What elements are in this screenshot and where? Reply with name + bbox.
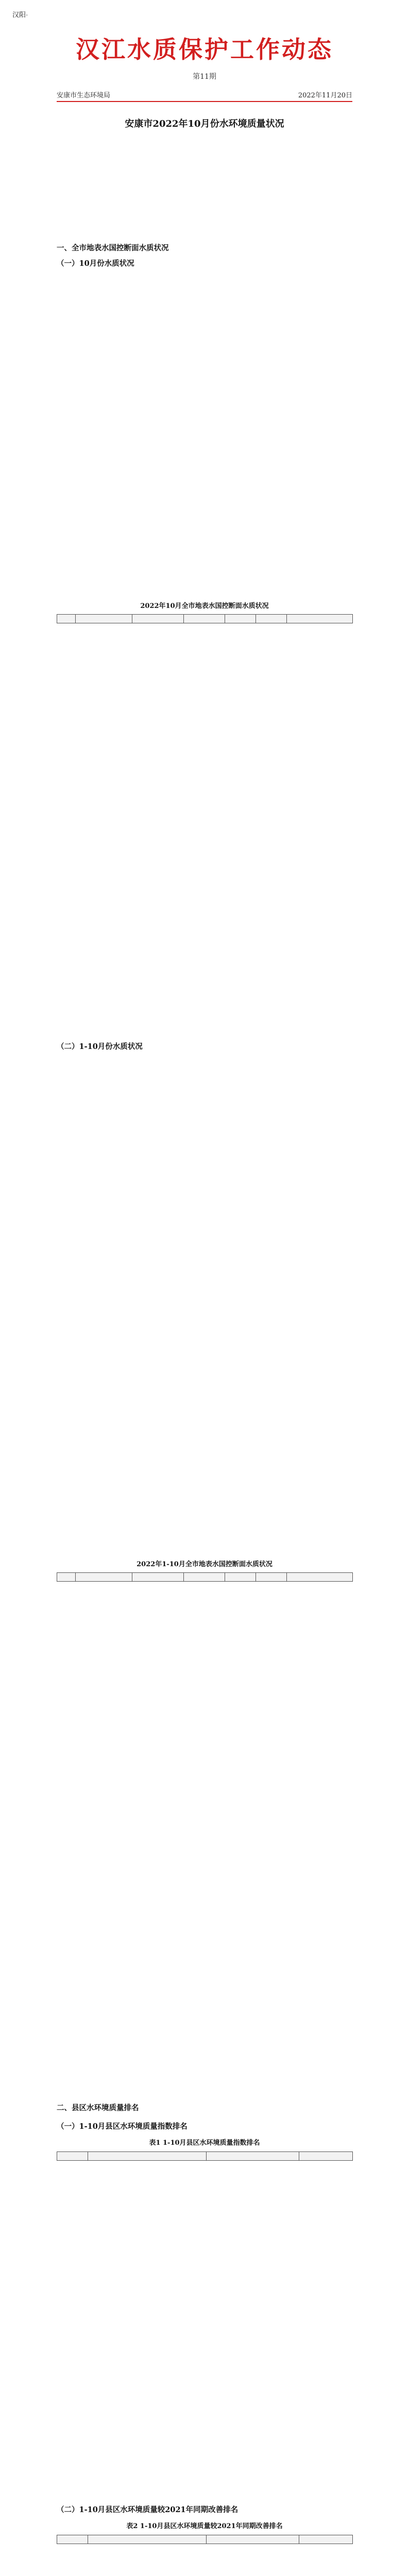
table-caption-4: 表2 1-10月县区水环境质量较2021年同期改善排名 — [126, 2522, 283, 2530]
table-header-cell — [207, 2152, 299, 2161]
table-header-cell — [299, 2535, 353, 2544]
header-meta: 汉阳· — [12, 11, 28, 19]
table-caption-1: 2022年10月全市地表水国控断面水质状况 — [140, 602, 269, 610]
table-header-cell — [132, 615, 184, 623]
table-header-cell — [287, 615, 353, 623]
table-header-cell — [132, 1573, 184, 1582]
table-caption-2: 2022年1-10月全市地表水国控断面水质状况 — [137, 1561, 272, 1568]
article-title: 安康市2022年10月份水环境质量状况 — [125, 118, 284, 129]
masthead-divider — [57, 101, 352, 102]
section-heading-2-2: （二）1-10月县区水环境质量较2021年同期改善排名 — [57, 2505, 238, 2514]
masthead-title: 汉江水质保护工作动态 — [76, 36, 333, 63]
issue-date: 2022年11月20日 — [298, 92, 352, 99]
table-caption-3: 表1 1-10月县区水环境质量指数排名 — [149, 2139, 260, 2147]
county-improvement-ranking-table — [57, 2535, 353, 2544]
water-quality-table-october — [57, 614, 353, 623]
table-header-cell — [225, 615, 256, 623]
table-header-cell — [57, 2535, 88, 2544]
table-header-cell — [88, 2535, 207, 2544]
issue-number: 第11期 — [193, 73, 216, 81]
table-header-cell — [57, 2152, 88, 2161]
section-heading-1-2: （二）1-10月份水质状况 — [57, 1042, 143, 1051]
county-index-ranking-table — [57, 2151, 353, 2161]
section-heading-2: 二、县区水环境质量排名 — [57, 2104, 139, 2112]
table-header-cell — [287, 1573, 353, 1582]
table-header-cell — [207, 2535, 299, 2544]
table-header-cell — [184, 615, 225, 623]
issue-meta-row — [57, 90, 352, 99]
table-header-cell — [76, 1573, 132, 1582]
table-header-cell — [225, 1573, 256, 1582]
table-header-cell — [184, 1573, 225, 1582]
table-header-cell — [88, 2152, 207, 2161]
water-quality-table-jan-oct — [57, 1572, 353, 1582]
table-header-cell — [256, 1573, 287, 1582]
issuing-unit: 安康市生态环境局 — [57, 92, 111, 99]
table-header-cell — [299, 2152, 353, 2161]
table-header-cell — [57, 615, 76, 623]
section-heading-2-1: （一）1-10月县区水环境质量指数排名 — [57, 2122, 188, 2131]
section-heading-1-1: （一）10月份水质状况 — [57, 259, 134, 268]
table-header-cell — [256, 615, 287, 623]
section-heading-1: 一、全市地表水国控断面水质状况 — [57, 244, 169, 252]
table-header-cell — [76, 615, 132, 623]
table-header-cell — [57, 1573, 76, 1582]
